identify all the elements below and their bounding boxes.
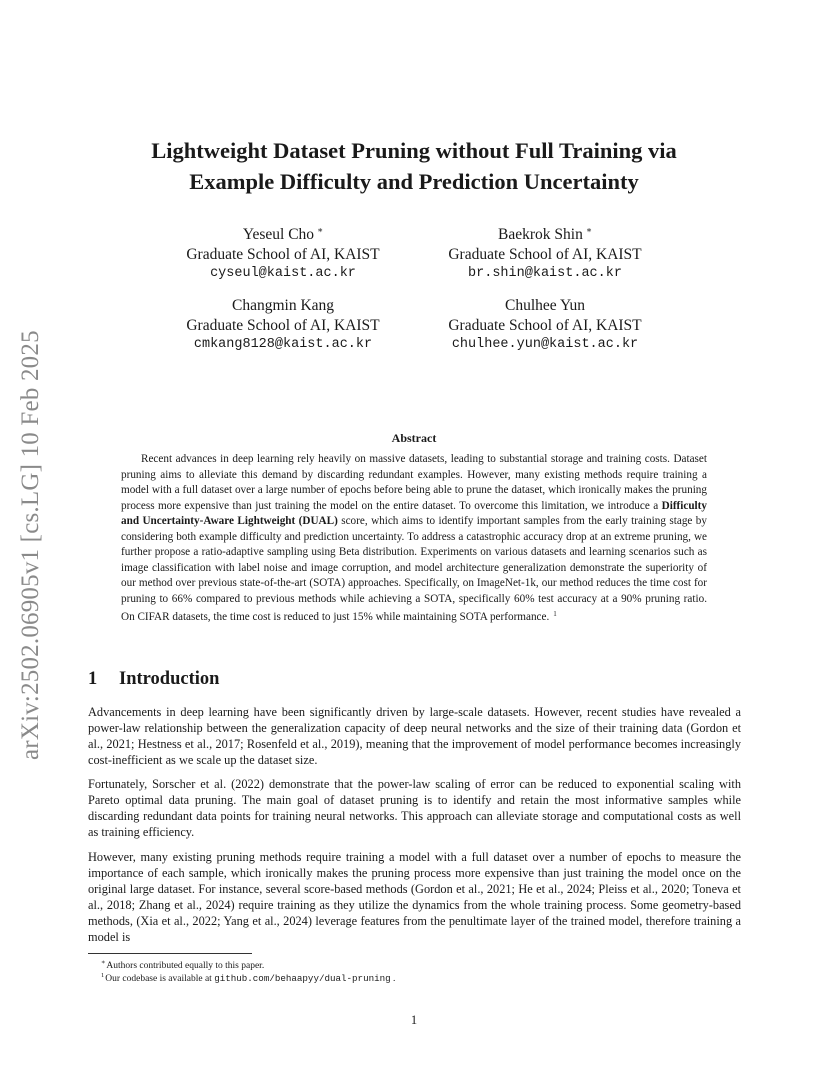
- intro-paragraph-2: Fortunately, Sorscher et al. (2022) demonstrate that the power-law scaling of error can be reduced to exponential scaling with Pareto optimal data pruning. The main goal of dataset pruning is to identify and retain the most informative samples while discarding redundant data points for training neural networks. This approach can alleviate storage and computational costs as well as training efficiency.: [88, 777, 741, 839]
- footnote-codebase: [101, 970, 395, 985]
- author-affiliation: Graduate School of AI, KAIST: [448, 245, 642, 263]
- author-name: Yeseul Cho: [242, 226, 315, 243]
- arxiv-identifier: arXiv:2502.06905v1 [cs.LG] 10 Feb 2025: [17, 330, 44, 760]
- intro-paragraph-1: Advancements in deep learning have been significantly driven by large-scale datasets. However, recent studies have revealed a power-law relationship between the generalization capacity of deep neural networks and the size of their training data (Gordon et al., 2021; Hestness et al., 2017; Rosenfeld et al., 2019), meaning that the improvement of model performance becomes increasingly cost-inefficient as we scale up the dataset size.: [88, 705, 741, 767]
- footnote-mark: 1: [101, 972, 105, 979]
- author-affiliation: Graduate School of AI, KAIST: [186, 316, 380, 334]
- abstract-body: [121, 452, 707, 626]
- abstract-method-name: Difficulty and Uncertainty-Aware Lightweight (DUAL): [121, 499, 707, 528]
- equal-contribution-mark: ∗: [317, 225, 324, 235]
- author-email: chulhee.yun@kaist.ac.kr: [451, 337, 639, 352]
- codebase-link[interactable]: github.com/behaapyy/dual-pruning: [214, 973, 391, 984]
- author-block-1: [163, 221, 403, 284]
- intro-paragraph-3: However, many existing pruning methods require training a model with a full dataset over a number of epochs to measure the importance of each sample, which ironically makes the pruning process more expensive than just training the model once on the original large dataset. For instance, several score-based methods (Gordon et al., 2021; He et al., 2024; Pleiss et al., 2020; Toneva et al., 2018; Zhang et al., 2024) require training as they utilize the dynamics from the whole training process. Some geometry-based methods, (Xia et al., 2022; Yang et al., 2024) leverage features from the penultimate layer of the trained model, therefore training a model is: [88, 850, 741, 944]
- section-title: Introduction: [119, 669, 220, 689]
- title-line-2: Example Difficulty and Prediction Uncertainty: [189, 169, 639, 194]
- footnote-text: Authors contributed equally to this paper.: [106, 961, 265, 971]
- author-block-4: [425, 296, 665, 355]
- author-name: Chulhee Yun: [505, 297, 585, 314]
- author-affiliation: Graduate School of AI, KAIST: [448, 316, 642, 334]
- title-line-1: Lightweight Dataset Pruning without Full Training via: [151, 138, 677, 163]
- author-email: cyseul@kaist.ac.kr: [210, 266, 356, 281]
- footnote-text: Our codebase is available at: [105, 974, 215, 984]
- author-name: Changmin Kang: [231, 297, 335, 314]
- abstract-heading: Abstract: [391, 431, 437, 445]
- footnote-tail: .: [390, 974, 396, 984]
- author-email: cmkang8128@kaist.ac.kr: [193, 337, 373, 352]
- author-email: br.shin@kaist.ac.kr: [468, 266, 622, 281]
- abstract-footnote-mark: 1: [553, 610, 557, 619]
- author-name: Baekrok Shin: [498, 226, 583, 243]
- page-number: 1: [410, 1013, 418, 1027]
- footnote-mark: ∗: [101, 959, 106, 966]
- section-number: 1: [88, 669, 98, 689]
- author-affiliation: Graduate School of AI, KAIST: [186, 245, 380, 263]
- author-block-3: [163, 296, 403, 355]
- paper-title: [80, 135, 748, 197]
- section-heading-introduction: [88, 669, 219, 690]
- author-block-2: [425, 221, 665, 284]
- equal-contribution-mark: ∗: [585, 225, 592, 235]
- abstract-text-start: Recent advances in deep learning rely heavily on massive datasets, leading to substantial storage and training costs. Dataset pruning aims to alleviate this demand by discarding redundant examples. However, many existing methods require training a model with a full dataset over a large number of epochs before being able to prune the dataset, which ironically makes the pruning process more expensive than just training the model on the entire dataset. To overcome this limitation, we introduce a: [121, 453, 707, 512]
- footnote-divider: [88, 953, 252, 954]
- abstract-text-end: score, which aims to identify important samples from the early training stage by considering both example difficulty and prediction uncertainty. To address a catastrophic accuracy drop at an extreme pruning, we further propose a ratio-adaptive sampling using Beta distribution. Experiments on various datasets and learning scenarios such as image classification with label noise and image corruption, and model architecture generalization demonstrate the superiority of our method over previous state-of-the-art (SOTA) approaches. Specifically, on ImageNet-1k, our method reduces the time cost for pruning to 66% compared to previous methods while achieving a SOTA, specifically 60% test accuracy at a 90% pruning ratio. On CIFAR datasets, the time cost is reduced to just 15% while maintaining SOTA performance.: [121, 515, 707, 624]
